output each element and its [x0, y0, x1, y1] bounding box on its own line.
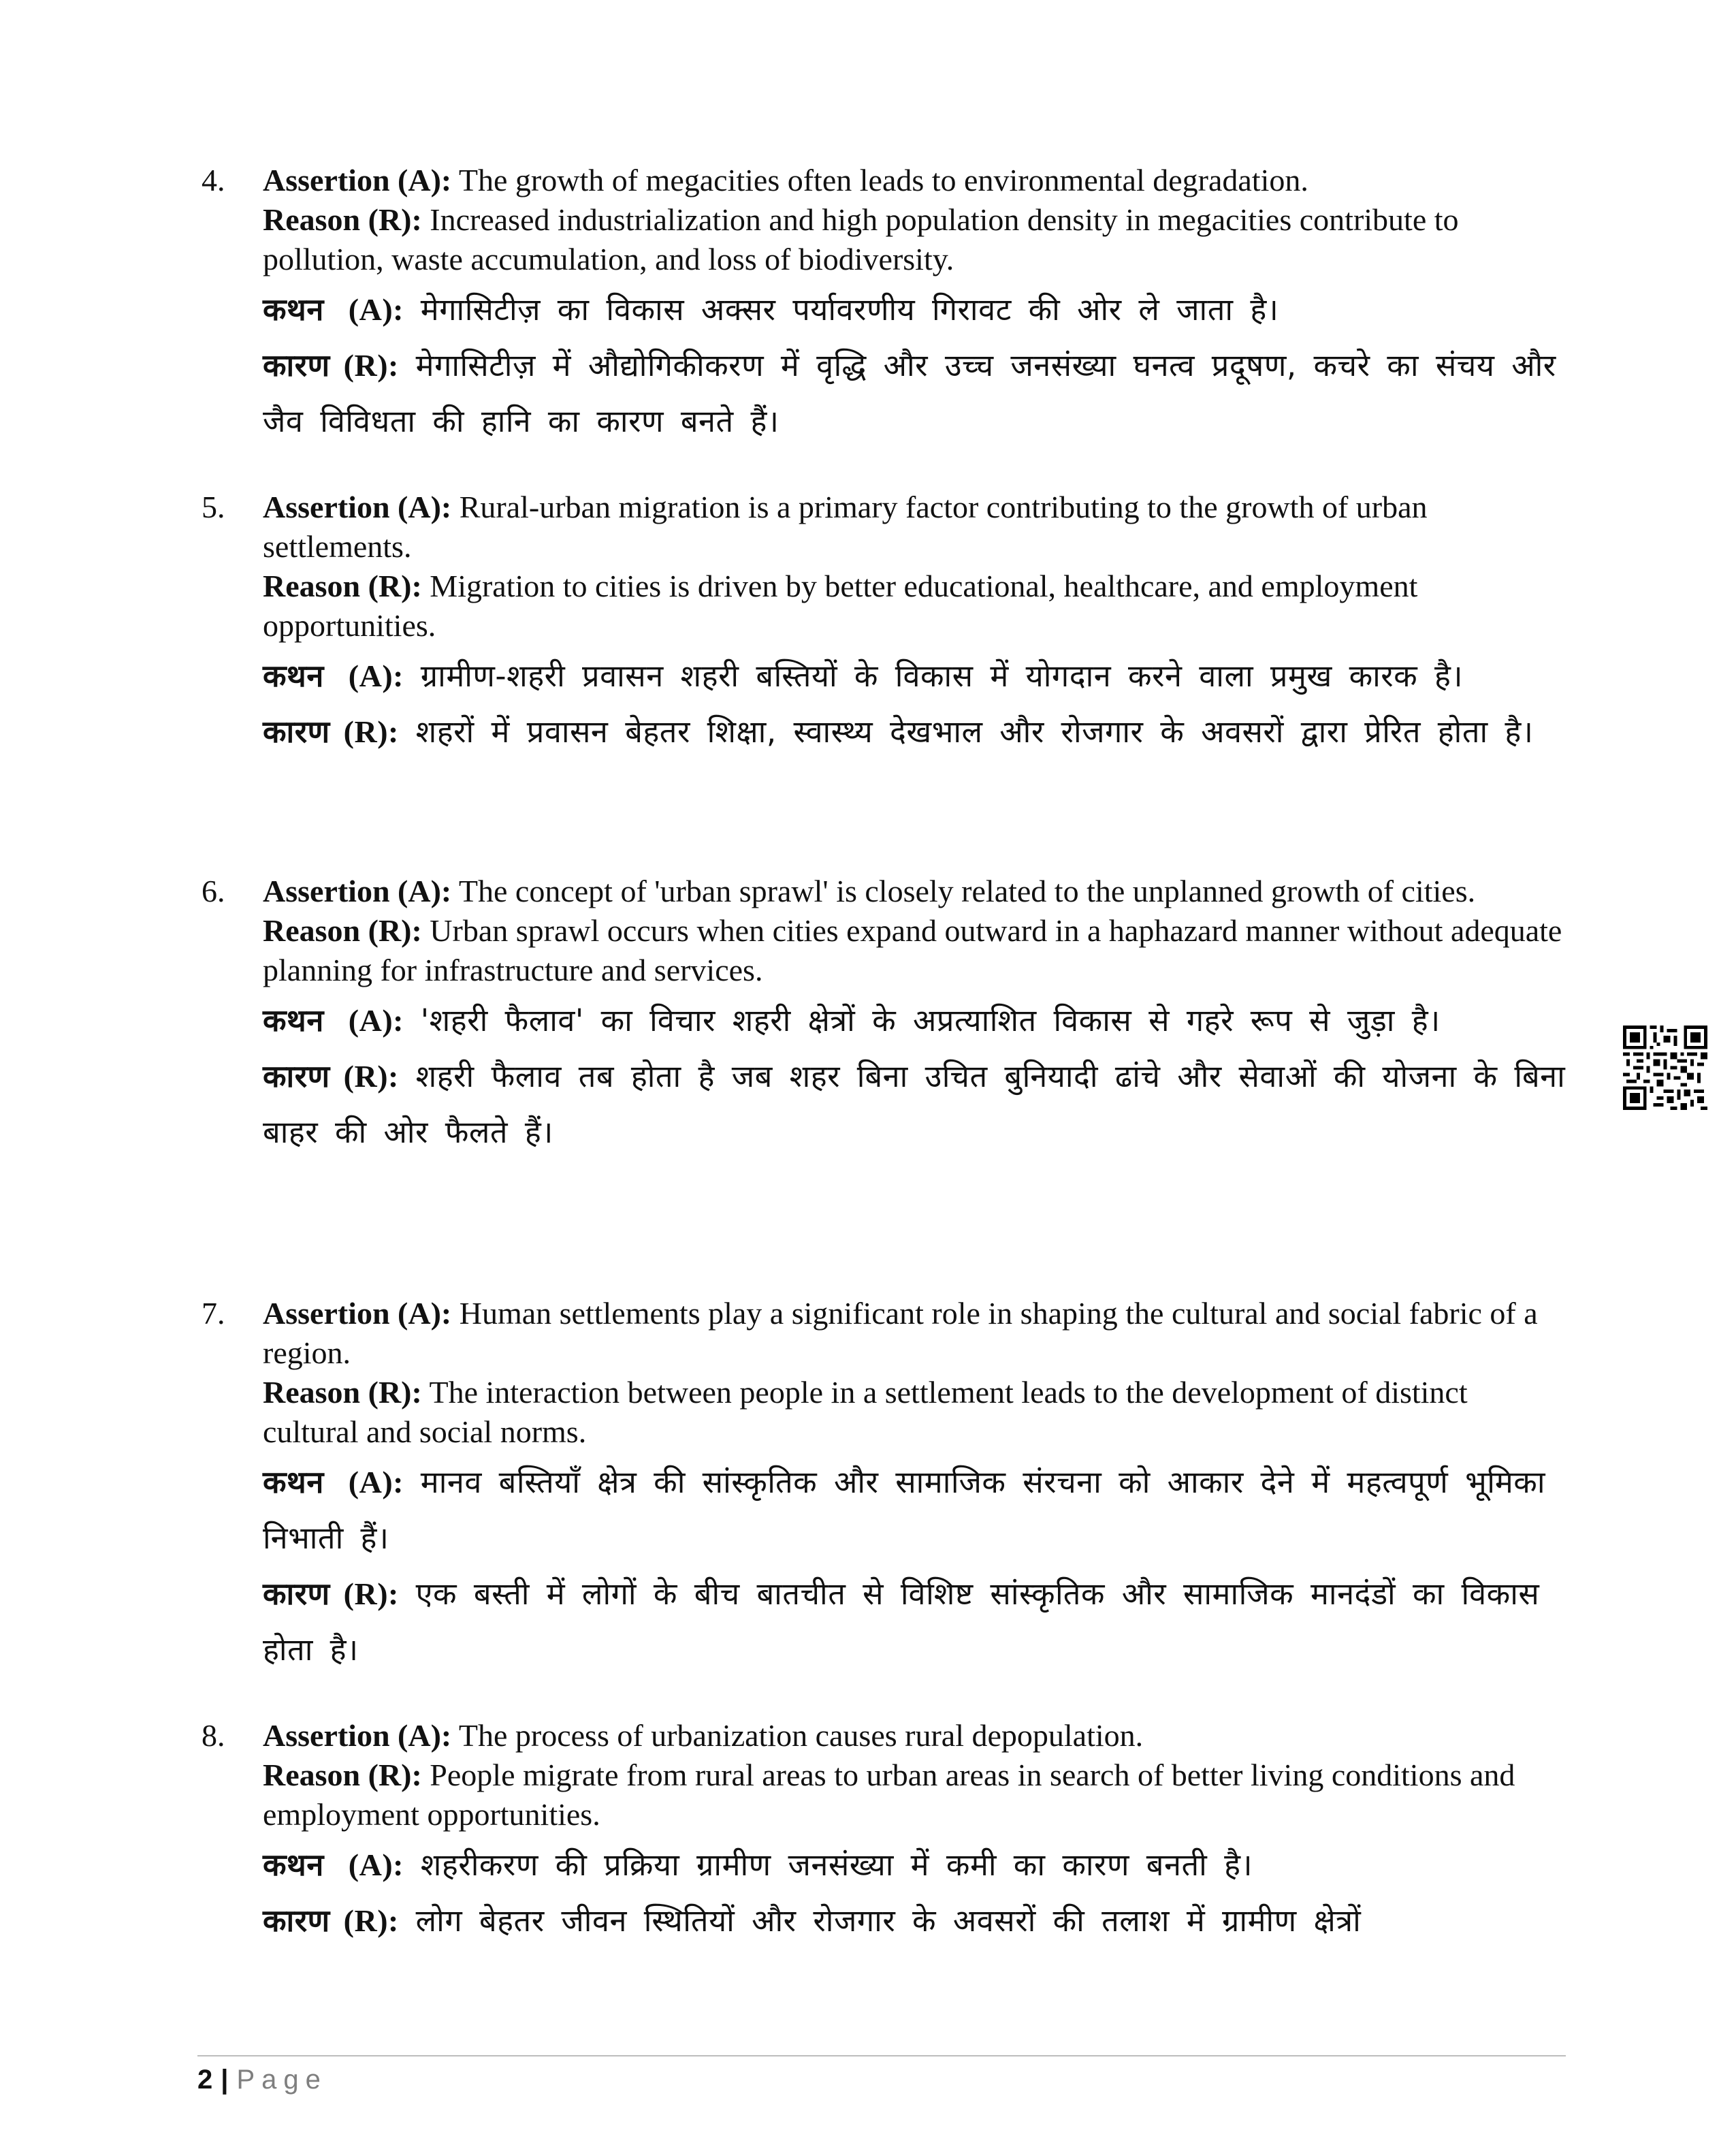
assertion-en: [263, 161, 1566, 200]
reason-text: Increased industrialization and high population density in megacities contribute to pollution, waste accumulation, and loss of biodiversity.: [263, 202, 1459, 276]
footer-divider: [197, 2055, 1566, 2056]
reason-hi-label: कारण: [263, 1903, 330, 1939]
reason-text: The interaction between people in a settlement leads to the development of distinct cultural and social norms.: [263, 1375, 1468, 1449]
reason-hi: [263, 1893, 1566, 1949]
assertion-text: Rural-urban migration is a primary factor contributing to the growth of urban settlements.: [263, 490, 1428, 564]
question-body: [263, 872, 1566, 1160]
reason-label: Reason (R):: [263, 1758, 422, 1792]
a-tag: (A):: [348, 658, 404, 693]
r-tag: (R):: [343, 1903, 399, 1938]
assertion-hi: [263, 1455, 1566, 1566]
reason-text: Migration to cities is driven by better educational, healthcare, and employment opportunities.: [263, 569, 1418, 643]
question-body: [263, 488, 1566, 760]
assertion-hi-label: कथन: [263, 1002, 324, 1038]
reason-hi: [263, 1049, 1566, 1160]
question-body: [263, 1716, 1566, 1949]
qr-code: [1623, 1026, 1707, 1110]
reason-hi-label: कारण: [263, 714, 330, 750]
assertion-hi: [263, 282, 1566, 338]
r-tag: (R):: [343, 1059, 399, 1094]
page-footer: [197, 2061, 327, 2099]
reason-en: [263, 567, 1566, 646]
assertion-text: Human settlements play a significant role in shaping the cultural and social fabric of a region.: [263, 1296, 1538, 1370]
assertion-label: Assertion (A):: [263, 490, 452, 524]
footer-separator: |: [221, 2065, 229, 2095]
assertion-hi-text: 'शहरी फैलाव' का विचार शहरी क्षेत्रों के अप्रत्याशित विकास से गहरे रूप से जुड़ा है।: [420, 1002, 1441, 1038]
question-body: [263, 1294, 1566, 1678]
a-tag: (A):: [348, 1465, 404, 1499]
assertion-hi: [263, 1837, 1566, 1893]
r-tag: (R):: [343, 714, 399, 749]
assertion-label: Assertion (A):: [263, 1296, 452, 1331]
assertion-label: Assertion (A):: [263, 874, 452, 908]
reason-en: [263, 200, 1566, 279]
reason-hi-text: मेगासिटीज़ में औद्योगिकीकरण में वृद्धि और उच्च जनसंख्या घनत्व प्रदूषण, कचरे का संचय और जैव विविधता की हानि का कारण बनते हैं।: [263, 347, 1556, 439]
assertion-hi-label: कथन: [263, 1847, 324, 1883]
a-tag: (A):: [348, 292, 404, 327]
reason-en: [263, 911, 1566, 990]
r-tag: (R):: [343, 1576, 399, 1611]
assertion-label: Assertion (A):: [263, 1718, 452, 1753]
assertion-hi-text: मेगासिटीज़ का विकास अक्सर पर्यावरणीय गिरावट की ओर ले जाता है।: [420, 291, 1279, 328]
assertion-hi-label: कथन: [263, 1464, 324, 1500]
assertion-hi: [263, 648, 1566, 704]
question-number: 8.: [202, 1718, 225, 1753]
assertion-text: The process of urbanization causes rural depopulation.: [458, 1718, 1144, 1753]
a-tag: (A):: [348, 1003, 404, 1038]
assertion-hi-label: कथन: [263, 291, 324, 328]
reason-label: Reason (R):: [263, 1375, 422, 1410]
page-number: 2: [197, 2065, 213, 2095]
reason-hi: [263, 338, 1566, 449]
assertion-en: [263, 1294, 1566, 1373]
reason-label: Reason (R):: [263, 569, 422, 603]
reason-label: Reason (R):: [263, 202, 422, 237]
assertion-en: [263, 1716, 1566, 1755]
question-number: 5.: [202, 490, 225, 524]
reason-en: [263, 1373, 1566, 1452]
assertion-hi: [263, 993, 1566, 1049]
reason-hi-label: कारण: [263, 1576, 330, 1612]
question-number: 7.: [202, 1296, 225, 1331]
assertion-hi-text: शहरीकरण की प्रक्रिया ग्रामीण जनसंख्या में कमी का कारण बनती है।: [420, 1847, 1253, 1883]
reason-hi-text: शहरी फैलाव तब होता है जब शहर बिना उचित बुनियादी ढांचे और सेवाओं की योजना के बिना बाहर की ओर फैलते हैं।: [263, 1058, 1566, 1150]
reason-hi: [263, 704, 1566, 760]
assertion-hi-label: कथन: [263, 658, 324, 694]
reason-hi: [263, 1566, 1566, 1678]
question-body: [263, 161, 1566, 449]
assertion-en: [263, 872, 1566, 911]
reason-hi-text: लोग बेहतर जीवन स्थितियों और रोजगार के अवसरों की तलाश में ग्रामीण क्षेत्रों: [415, 1903, 1362, 1939]
r-tag: (R):: [343, 348, 399, 383]
assertion-en: [263, 488, 1566, 567]
reason-hi-text: एक बस्ती में लोगों के बीच बातचीत से विशिष्ट सांस्कृतिक और सामाजिक मानदंडों का विकास होता है।: [263, 1576, 1540, 1668]
reason-en: [263, 1755, 1566, 1834]
question-number: 6.: [202, 874, 225, 908]
assertion-hi-text: मानव बस्तियाँ क्षेत्र की सांस्कृतिक और सामाजिक संरचना को आकार देने में महत्वपूर्ण भूमिका निभाती हैं।: [263, 1464, 1545, 1556]
reason-text: Urban sprawl occurs when cities expand outward in a haphazard manner without adequate planning for infrastructure and services.: [263, 913, 1562, 987]
reason-hi-label: कारण: [263, 1058, 330, 1094]
assertion-text: The concept of 'urban sprawl' is closely related to the unplanned growth of cities.: [458, 874, 1476, 908]
reason-hi-label: कारण: [263, 347, 330, 383]
reason-label: Reason (R):: [263, 913, 422, 948]
assertion-label: Assertion (A):: [263, 163, 452, 197]
reason-text: People migrate from rural areas to urban areas in search of better living conditions and employment opportunities.: [263, 1758, 1515, 1832]
assertion-text: The growth of megacities often leads to environmental degradation.: [458, 163, 1308, 197]
question-number: 4.: [202, 163, 225, 197]
reason-hi-text: शहरों में प्रवासन बेहतर शिक्षा, स्वास्थ्य देखभाल और रोजगार के अवसरों द्वारा प्रेरित होता है।: [415, 714, 1534, 750]
page-label: Page: [236, 2065, 327, 2095]
a-tag: (A):: [348, 1847, 404, 1882]
assertion-hi-text: ग्रामीण-शहरी प्रवासन शहरी बस्तियों के विकास में योगदान करने वाला प्रमुख कारक है।: [420, 658, 1463, 694]
